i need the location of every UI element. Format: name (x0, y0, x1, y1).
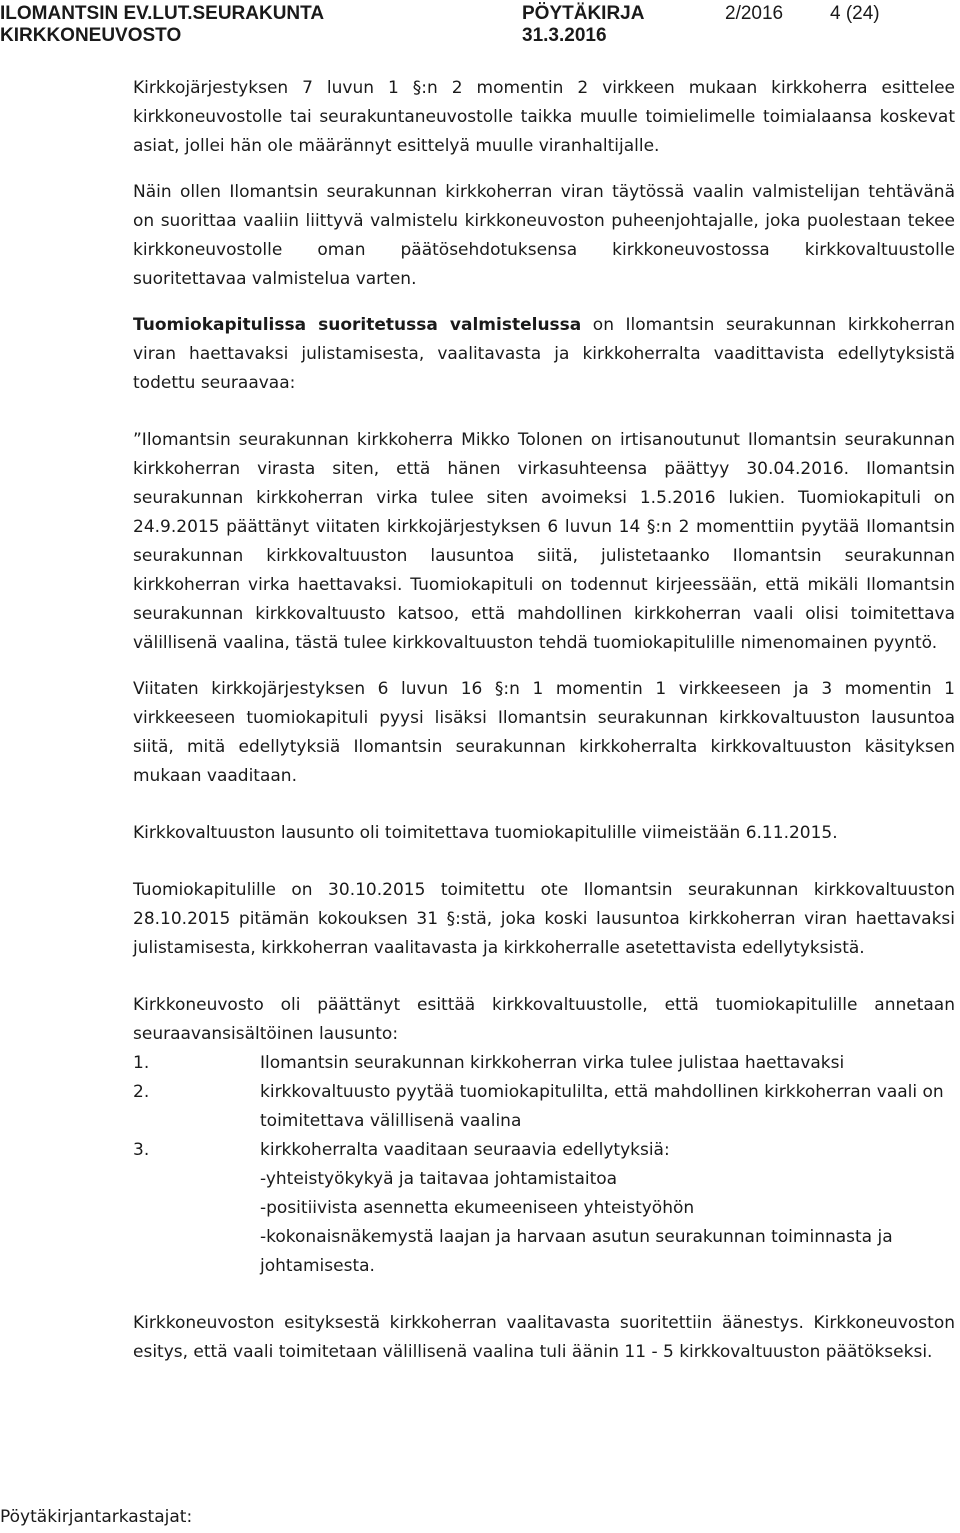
sub-list-item: -kokonaisnäkemystä laajan ja harvaan asutun seurakunnan toiminnasta ja johtamisesta. (260, 1227, 893, 1276)
quoted-statement: ”Ilomantsin seurakunnan kirkkoherra Mikko Tolonen on irtisanoutunut Ilomantsin seurakunnan kirkkoherran virasta siten, että hänen virkasuhteensa päättyy 30.04.2016. Ilomantsin seurakunnan kirkkoherran virka tulee siten avoimeksi 1.5.2016 lukien. Tuomiokapituli on 24.9.2015 päättänyt viitaten kirkkojärjestyksen 6 luvun 14 §:n 2 momenttiin pyytää Ilomantsin seurakunnan kirkkovaltuuston lausuntoa siitä, julistetaanko Ilomantsin seurakunnan kirkkoherran virka haettavaksi. Tuomiokapituli on todennut kirjeessään, että mikäli Ilomantsin seurakunnan kirkkovaltuusto katsoo, että mahdollinen kirkkoherran vaali olisi toimitettava välillisenä vaalina, tästä tulee kirkkovaltuuston tehdä tuomiokapitulille nimenomainen pyyntö. (133, 430, 955, 653)
document-body (133, 74, 955, 1367)
meeting-date: 31.3.2016 (522, 25, 607, 46)
paragraph: Tuomiokapitulille on 30.10.2015 toimitettu ote Ilomantsin seurakunnan kirkkovaltuuston 28.10.2015 pitämän kokouksen 31 §:stä, joka koski lausuntoa kirkkoherran viran haettavaksi julistamisesta, kirkkoherran vaalitavasta ja kirkkoherralle asetettavista edellytyksistä. (133, 880, 955, 958)
list-number: 2. (133, 1082, 150, 1102)
list-number: 3. (133, 1140, 150, 1160)
organ-name: KIRKKONEUVOSTO (0, 25, 182, 46)
document-type: PÖYTÄKIRJA (522, 3, 645, 24)
list-text: Ilomantsin seurakunnan kirkkoherran virka tulee julistaa haettavaksi (260, 1053, 845, 1073)
paragraph (133, 311, 955, 398)
document-number: 2/2016 (725, 3, 784, 24)
list-body (260, 1136, 955, 1281)
list-item (133, 1049, 955, 1078)
list-item (133, 1078, 955, 1136)
sub-list-item: -positiivista asennetta ekumeeniseen yhteistyöhön (260, 1198, 695, 1218)
list-text: kirkkoherralta vaaditaan seuraavia edellytyksiä: (260, 1140, 670, 1160)
document-header (0, 0, 960, 46)
list-item (133, 1136, 955, 1281)
numbered-list (133, 1049, 955, 1281)
footer-label: Pöytäkirjantarkastajat: (0, 1507, 193, 1527)
paragraph: Kirkkoneuvosto oli päättänyt esittää kirkkovaltuustolle, että tuomiokapitulille annetaan seuraavansisältöinen lausunto: (133, 995, 955, 1044)
paragraph: Kirkkoneuvoston esityksestä kirkkoherran vaalitavasta suoritettiin äänestys. Kirkkoneuvoston esitys, että vaali toimitetaan välillisenä vaalina tuli äänin 11 - 5 kirkkovaltuuston päätökseksi. (133, 1313, 955, 1362)
list-number: 1. (133, 1053, 150, 1073)
paragraph: Kirkkojärjestyksen 7 luvun 1 §:n 2 momentin 2 virkkeen mukaan kirkkoherra esittelee kirkkoneuvostolle tai seurakuntaneuvostolle taikka muulle toimielimelle toimialaansa koskevat asiat, jollei hän ole määrännyt esittelyä muulle viranhaltijalle. (133, 78, 955, 156)
paragraph: Näin ollen Ilomantsin seurakunnan kirkkoherran viran täytössä vaalin valmistelijan tehtävänä on suorittaa vaaliin liittyvä valmistelu kirkkoneuvoston puheenjohtajalle, joka puolestaan tekee kirkkoneuvostolle oman päätösehdotuksensa kirkkoneuvostossa kirkkovaltuustolle suoritettavaa valmistelua varten. (133, 182, 955, 289)
page-number: 4 (24) (830, 3, 880, 24)
paragraph-text: on Ilomantsin seurakunnan kirkkoherran viran haettavaksi julistamisesta, vaalitavasta ja kirkkoherralta vaadittavista edellytyksistä todettu seuraavaa: (133, 315, 955, 393)
bold-phrase: Tuomiokapitulissa suoritetussa valmistelussa (133, 315, 582, 335)
list-text: kirkkovaltuusto pyytää tuomiokapitulilta, että mahdollinen kirkkoherran vaali on toimitettava välillisenä vaalina (260, 1082, 944, 1131)
sub-list-item: -yhteistyökykyä ja taitavaa johtamistaitoa (260, 1169, 618, 1189)
organization-name: ILOMANTSIN EV.LUT.SEURAKUNTA (0, 3, 325, 24)
paragraph: Kirkkovaltuuston lausunto oli toimitettava tuomiokapitulille viimeistään 6.11.2015. (133, 823, 838, 843)
paragraph: Viitaten kirkkojärjestyksen 6 luvun 16 §:n 1 momentin 1 virkkeeseen ja 3 momentin 1 virkkeeseen tuomiokapituli pyysi lisäksi Ilomantsin seurakunnan kirkkovaltuuston lausuntoa siitä, mitä edellytyksiä Ilomantsin seurakunnan kirkkoherralta kirkkovaltuuston käsityksen mukaan vaaditaan. (133, 679, 955, 786)
